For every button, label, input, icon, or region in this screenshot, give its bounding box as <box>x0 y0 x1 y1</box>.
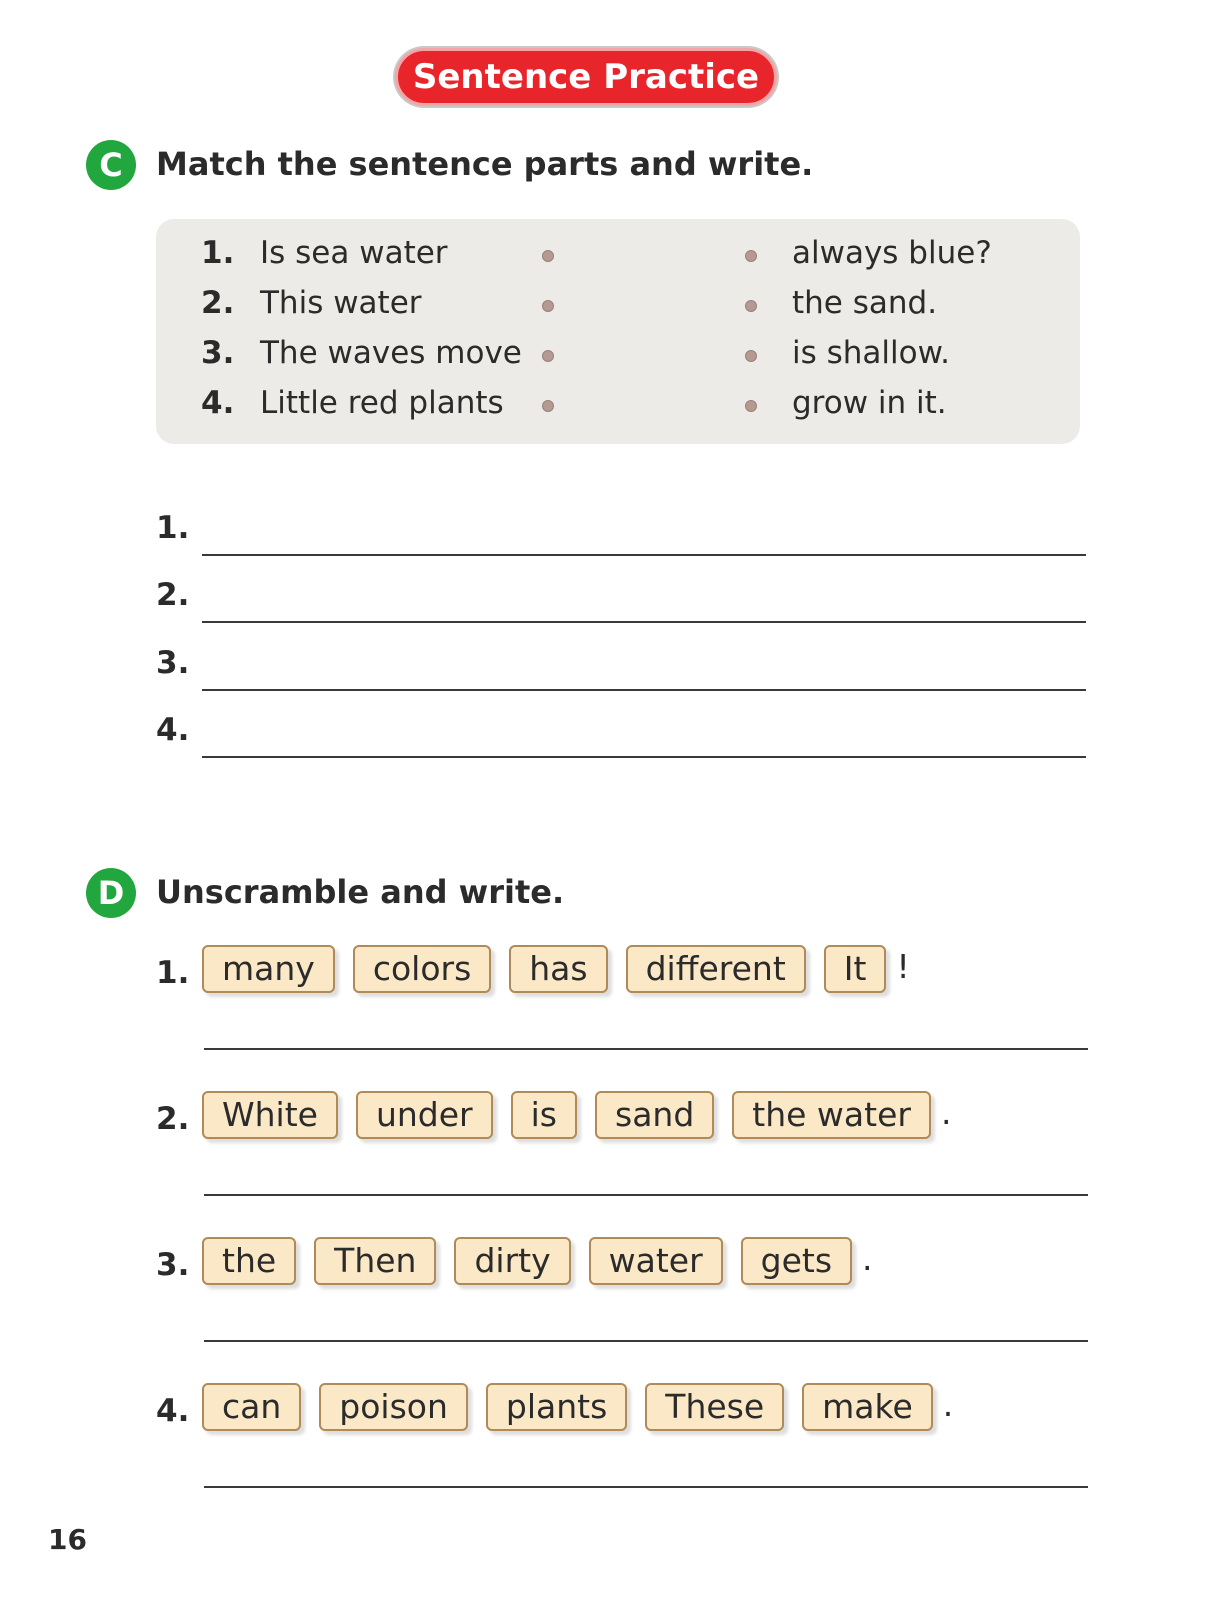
section-d-badge: D <box>86 868 136 918</box>
unscramble-item <box>156 1237 1096 1377</box>
answer-number: 2. <box>156 577 190 613</box>
answer-row <box>156 712 1086 762</box>
word-tile[interactable]: can <box>202 1383 301 1431</box>
word-tile[interactable]: many <box>202 945 335 993</box>
word-tile[interactable]: poison <box>319 1383 468 1431</box>
answer-row <box>156 577 1086 627</box>
section-c-instruction: Match the sentence parts and write. <box>156 145 814 183</box>
section-c-badge: C <box>86 140 136 190</box>
match-number: 4. <box>201 385 235 421</box>
match-right-phrase: the sand. <box>792 285 938 321</box>
match-dot-right[interactable] <box>745 250 757 262</box>
answer-number: 1. <box>156 510 190 546</box>
word-tile[interactable]: different <box>626 945 806 993</box>
match-row <box>156 329 1080 379</box>
match-row <box>156 379 1080 429</box>
match-left-phrase: Is sea water <box>260 235 448 271</box>
unscramble-item <box>156 945 1096 1085</box>
word-tile[interactable]: colors <box>353 945 491 993</box>
answer-line[interactable] <box>204 1486 1088 1488</box>
answer-row <box>156 510 1086 560</box>
answer-number: 4. <box>156 712 190 748</box>
word-tiles <box>202 1237 873 1285</box>
match-number: 1. <box>201 235 235 271</box>
match-dot-right[interactable] <box>745 400 757 412</box>
word-tile[interactable]: make <box>802 1383 933 1431</box>
word-tile[interactable]: It <box>824 945 887 993</box>
unscramble-number: 3. <box>156 1247 190 1283</box>
match-dot-right[interactable] <box>745 350 757 362</box>
match-left-phrase: Little red plants <box>260 385 504 421</box>
word-tile[interactable]: These <box>645 1383 784 1431</box>
word-tile[interactable]: sand <box>595 1091 714 1139</box>
end-punctuation: . <box>942 1385 954 1424</box>
match-dot-left[interactable] <box>542 350 554 362</box>
match-right-phrase: is shallow. <box>792 335 950 371</box>
word-tile[interactable]: the water <box>732 1091 931 1139</box>
unscramble-number: 4. <box>156 1393 190 1429</box>
word-tile[interactable]: White <box>202 1091 338 1139</box>
word-tile[interactable]: under <box>356 1091 493 1139</box>
page-title: Sentence Practice <box>395 48 777 106</box>
end-punctuation: . <box>940 1093 952 1132</box>
match-left-phrase: This water <box>260 285 422 321</box>
word-tile[interactable]: plants <box>486 1383 627 1431</box>
match-box <box>156 219 1080 444</box>
unscramble-item <box>156 1383 1096 1523</box>
match-left-phrase: The waves move <box>260 335 522 371</box>
match-dot-right[interactable] <box>745 300 757 312</box>
word-tile[interactable]: Then <box>314 1237 436 1285</box>
unscramble-number: 1. <box>156 955 190 991</box>
word-tile[interactable]: has <box>509 945 607 993</box>
answer-number: 3. <box>156 645 190 681</box>
match-dot-left[interactable] <box>542 400 554 412</box>
word-tiles <box>202 945 910 993</box>
end-punctuation: ! <box>896 947 910 986</box>
unscramble-number: 2. <box>156 1101 190 1137</box>
end-punctuation: . <box>862 1239 873 1278</box>
word-tile[interactable]: gets <box>741 1237 852 1285</box>
unscramble-item <box>156 1091 1096 1231</box>
match-row <box>156 279 1080 329</box>
answer-line[interactable] <box>204 1194 1088 1196</box>
word-tile[interactable]: is <box>511 1091 577 1139</box>
match-dot-left[interactable] <box>542 300 554 312</box>
match-right-phrase: grow in it. <box>792 385 947 421</box>
answer-line[interactable] <box>204 1048 1088 1050</box>
match-row <box>156 229 1080 279</box>
match-number: 2. <box>201 285 235 321</box>
answer-line[interactable] <box>202 554 1086 556</box>
answer-line[interactable] <box>202 756 1086 758</box>
match-right-phrase: always blue? <box>792 235 992 271</box>
match-number: 3. <box>201 335 235 371</box>
word-tiles <box>202 1383 953 1431</box>
page-number: 16 <box>48 1523 87 1556</box>
word-tiles <box>202 1091 951 1139</box>
word-tile[interactable]: dirty <box>454 1237 570 1285</box>
section-d-instruction: Unscramble and write. <box>156 873 565 911</box>
match-dot-left[interactable] <box>542 250 554 262</box>
word-tile[interactable]: water <box>589 1237 723 1285</box>
answer-line[interactable] <box>202 689 1086 691</box>
word-tile[interactable]: the <box>202 1237 296 1285</box>
answer-line[interactable] <box>204 1340 1088 1342</box>
answer-row <box>156 645 1086 695</box>
answer-line[interactable] <box>202 621 1086 623</box>
